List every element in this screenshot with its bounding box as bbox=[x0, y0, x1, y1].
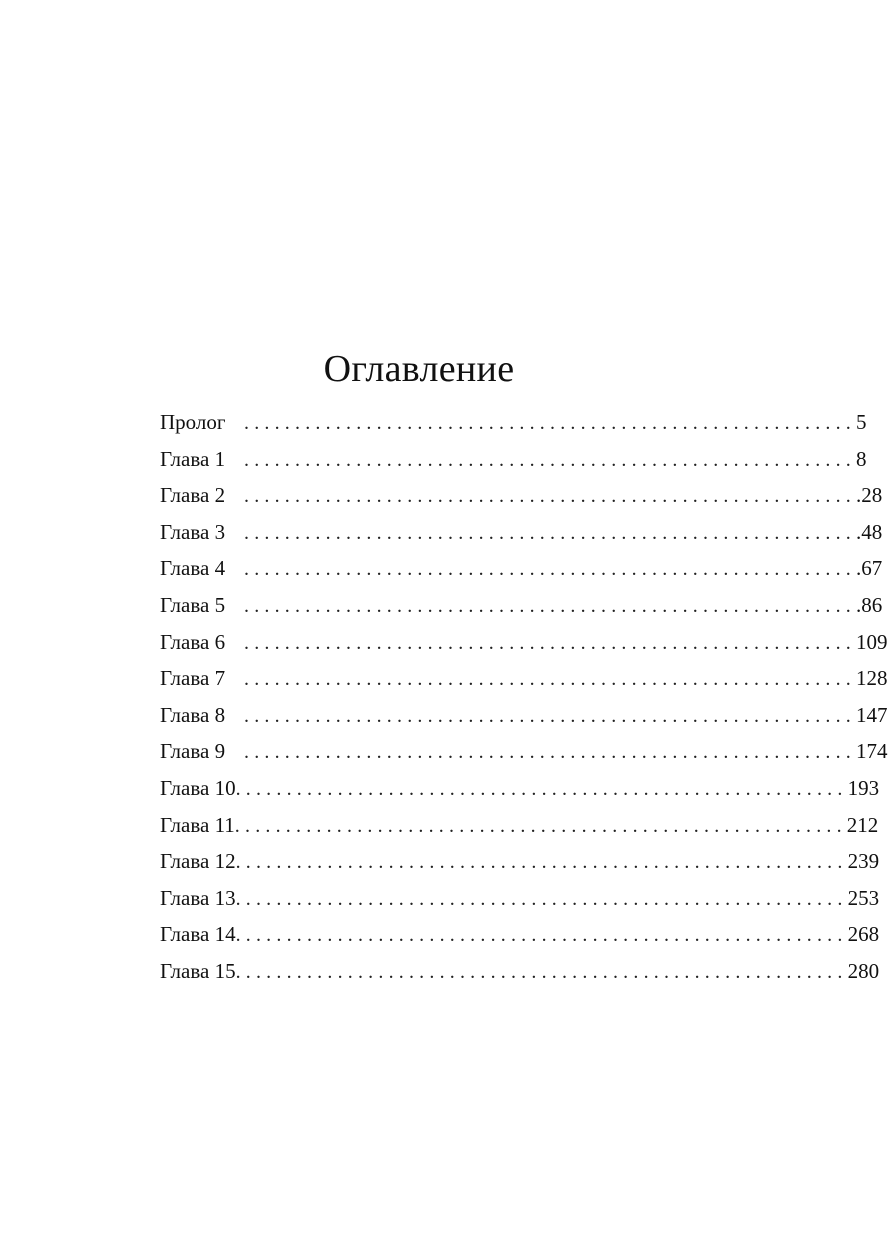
dot-leader: ............................................................ bbox=[244, 521, 856, 544]
toc-entry[interactable] bbox=[160, 770, 880, 807]
toc-entry-label: Глава 12 bbox=[160, 849, 236, 874]
toc-entry-label: Глава 11 bbox=[160, 812, 235, 837]
toc-entry-page: 239 bbox=[847, 849, 880, 874]
dot-leader: ............................................................ bbox=[244, 485, 856, 508]
dot-leader: ............................................................ bbox=[235, 960, 848, 983]
toc-entry[interactable] bbox=[160, 916, 880, 953]
toc-entry[interactable] bbox=[160, 953, 880, 990]
toc-entry[interactable] bbox=[160, 807, 879, 844]
toc-entry-label: Глава 2 bbox=[160, 483, 226, 508]
toc-entry-label: Глава 10 bbox=[160, 775, 236, 800]
toc-entry[interactable] bbox=[160, 477, 883, 514]
toc-entry-label: Пролог bbox=[160, 410, 226, 434]
toc-entry-label: Глава 4 bbox=[160, 556, 226, 581]
toc-entry-label: Глава 9 bbox=[160, 739, 226, 764]
toc-entry-page: 193 bbox=[847, 775, 880, 800]
toc-entry-page: 174 bbox=[856, 739, 888, 764]
toc-entry-label: Глава 6 bbox=[160, 629, 226, 654]
toc-entry-page: 212 bbox=[846, 812, 879, 837]
toc-entry[interactable] bbox=[160, 514, 883, 551]
toc-entry[interactable] bbox=[160, 880, 880, 917]
dot-leader: ............................................................ bbox=[235, 887, 848, 910]
page-title: Оглавление bbox=[323, 348, 515, 391]
toc-entry-label: Глава 5 bbox=[160, 592, 226, 617]
toc-entry-label: Глава 1 bbox=[160, 446, 226, 471]
toc-entry[interactable] bbox=[160, 660, 888, 697]
toc-entry-page: .28 bbox=[856, 483, 883, 508]
dot-leader: ............................................................ bbox=[244, 594, 856, 617]
toc-entry[interactable] bbox=[160, 404, 867, 441]
toc-entry-page: .86 bbox=[856, 592, 883, 617]
toc-entry-label: Глава 7 bbox=[160, 666, 226, 691]
toc-entry[interactable] bbox=[160, 733, 888, 770]
dot-leader: ............................................................ bbox=[244, 412, 856, 434]
toc-entry-label: Глава 14 bbox=[160, 922, 236, 947]
toc-entry-page: 280 bbox=[847, 958, 880, 983]
toc-entry-page: 5 bbox=[856, 410, 867, 434]
toc-entry[interactable] bbox=[160, 587, 883, 624]
table-of-contents bbox=[160, 404, 888, 990]
toc-entry[interactable] bbox=[160, 441, 867, 478]
toc-entry[interactable] bbox=[160, 550, 883, 587]
dot-leader: ............................................................ bbox=[244, 668, 856, 691]
toc-entry-page: .67 bbox=[856, 556, 883, 581]
toc-entry[interactable] bbox=[160, 624, 888, 661]
toc-entry-page: 109 bbox=[856, 629, 888, 654]
toc-entry-page: 128 bbox=[856, 666, 888, 691]
toc-entry-page: 147 bbox=[856, 702, 888, 727]
dot-leader: ............................................................ bbox=[235, 924, 848, 947]
dot-leader: ............................................................ bbox=[244, 704, 856, 727]
toc-entry[interactable] bbox=[160, 697, 888, 734]
toc-entry-label: Глава 15 bbox=[160, 958, 236, 983]
dot-leader: ............................................................ bbox=[244, 558, 856, 581]
dot-leader: ............................................................ bbox=[235, 851, 848, 874]
toc-entry-page: 268 bbox=[847, 922, 880, 947]
dot-leader: ............................................................ bbox=[234, 814, 847, 837]
dot-leader: ............................................................ bbox=[244, 448, 856, 471]
toc-entry-page: 8 bbox=[856, 446, 867, 471]
toc-entry-page: 253 bbox=[847, 885, 880, 910]
toc-entry-page: .48 bbox=[856, 519, 883, 544]
dot-leader: ............................................................ bbox=[244, 631, 856, 654]
dot-leader: ............................................................ bbox=[235, 777, 848, 800]
dot-leader: ............................................................ bbox=[244, 741, 856, 764]
toc-entry-label: Глава 8 bbox=[160, 702, 226, 727]
toc-entry[interactable] bbox=[160, 843, 880, 880]
toc-entry-label: Глава 3 bbox=[160, 519, 226, 544]
toc-entry-label: Глава 13 bbox=[160, 885, 236, 910]
